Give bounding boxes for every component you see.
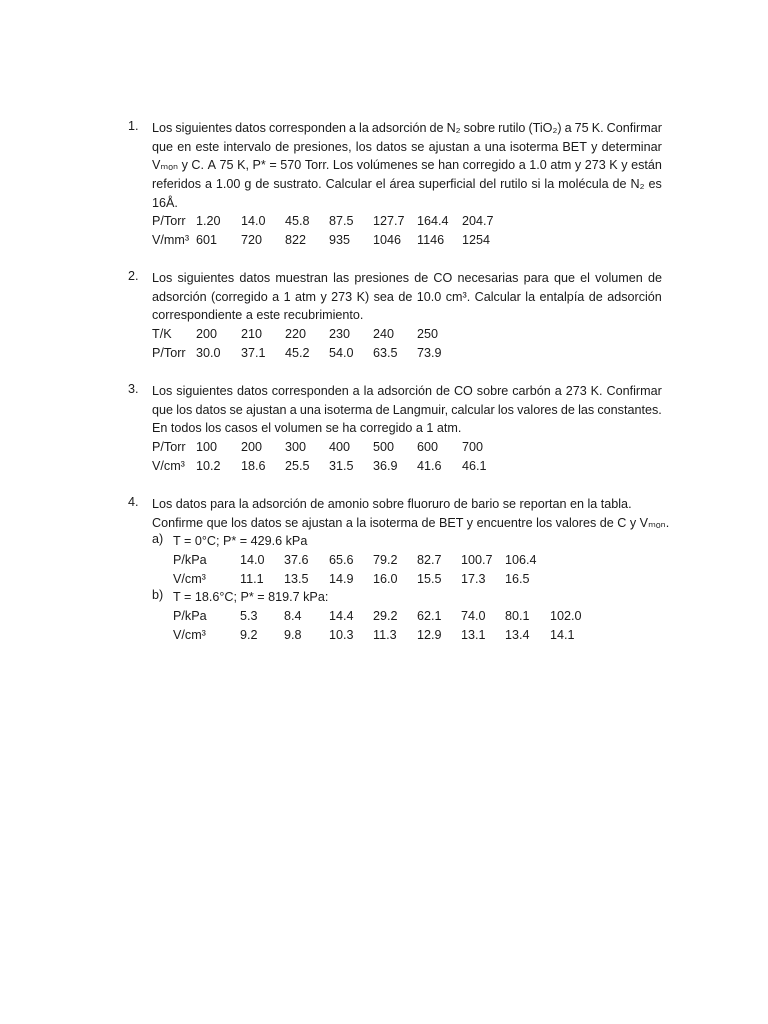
table-cell: 74.0 xyxy=(461,609,486,624)
table-cell: 127.7 xyxy=(373,214,405,229)
problem-number: 4. xyxy=(128,495,139,509)
sub-problem-label: a) xyxy=(152,532,164,547)
problem-text-line: que los datos se ajustan a una isoterma de Langmuir, calcular los valores de las constantes. xyxy=(152,402,662,417)
table-cell: 300 xyxy=(285,440,307,455)
problem-number: 3. xyxy=(128,382,139,396)
table-cell: 200 xyxy=(241,440,263,455)
table-cell: T/K xyxy=(152,327,172,342)
problem-text-line: Los datos para la adsorción de amonio sobre fluoruro de bario se reportan en la tabla. xyxy=(152,497,632,511)
table-row xyxy=(173,626,582,645)
table-cell: 210 xyxy=(241,327,263,342)
table-cell: P/Torr xyxy=(152,440,186,455)
sub-problem-b xyxy=(152,588,662,644)
table-cell: 63.5 xyxy=(373,345,398,360)
sub-problem-a xyxy=(152,532,662,588)
data-table xyxy=(152,325,442,362)
table-cell: 12.9 xyxy=(417,627,442,642)
table-cell: 14.0 xyxy=(241,214,266,229)
table-cell: 5.3 xyxy=(240,609,258,624)
table-cell: 601 xyxy=(196,233,218,248)
table-cell: 14.9 xyxy=(329,571,354,586)
problem-text-line: Vₘₒₙ y C. A 75 K, P* = 570 Torr. Los volúmenes se han corregido a 1.0 atm y 273 K y están xyxy=(152,158,662,173)
problem-number: 1. xyxy=(128,119,139,133)
table-cell: 1046 xyxy=(373,233,402,248)
table-cell: 87.5 xyxy=(329,214,354,229)
table-cell: 600 xyxy=(417,440,439,455)
table-cell: 240 xyxy=(373,327,395,342)
table-cell: 1146 xyxy=(417,233,445,248)
table-cell: 16.5 xyxy=(505,571,530,586)
table-cell: 102.0 xyxy=(550,609,582,624)
table-cell: 13.1 xyxy=(461,627,486,642)
problem-text-line: Los siguientes datos corresponden a la adsorción de CO sobre carbón a 273 K. Confirmar xyxy=(152,384,662,398)
table-cell: V/cm³ xyxy=(173,571,206,586)
table-cell: 200 xyxy=(196,327,218,342)
data-table xyxy=(152,212,494,249)
table-cell: 10.3 xyxy=(329,627,354,642)
table-cell: 37.1 xyxy=(241,345,266,360)
problem-2 xyxy=(128,269,662,362)
table-cell: 11.1 xyxy=(240,571,264,586)
table-cell: 14.1 xyxy=(550,627,575,642)
table-cell: V/cm³ xyxy=(152,458,185,473)
table-row xyxy=(152,438,487,457)
problem-1 xyxy=(128,119,662,250)
table-cell: P/kPa xyxy=(173,553,207,568)
table-cell: 822 xyxy=(285,233,307,248)
problem-text-line: referidos a 1.00 g de sustrato. Calcular el área superficial del rutilo si la molécula de N₂ es xyxy=(152,177,662,192)
table-cell: P/kPa xyxy=(173,609,207,624)
condition-text: T = 18.6°C; P* = 819.7 kPa: xyxy=(173,590,329,605)
table-cell: 10.2 xyxy=(196,458,221,473)
table-cell: 9.8 xyxy=(284,627,302,642)
table-cell: 106.4 xyxy=(505,553,537,568)
table-cell: 100 xyxy=(196,440,218,455)
sub-problem-label: b) xyxy=(152,588,164,603)
table-row xyxy=(152,231,494,250)
data-table xyxy=(152,438,487,475)
table-cell: 62.1 xyxy=(417,609,442,624)
table-cell: 17.3 xyxy=(461,571,486,586)
table-cell: 700 xyxy=(462,440,484,455)
table-cell: 720 xyxy=(241,233,263,248)
problem-text-line: que en este intervalo de presiones, los datos se ajustan a una isoterma BET y determinar xyxy=(152,139,662,154)
table-cell: 82.7 xyxy=(417,553,442,568)
table-row xyxy=(152,457,487,476)
table-cell: V/mm³ xyxy=(152,233,190,248)
table-cell: 164.4 xyxy=(417,214,449,229)
table-cell: 80.1 xyxy=(505,609,530,624)
table-cell: 14.0 xyxy=(240,553,265,568)
table-cell: 13.4 xyxy=(505,627,530,642)
problem-4 xyxy=(128,495,670,645)
table-row xyxy=(152,344,442,363)
table-cell: 46.1 xyxy=(462,458,487,473)
problem-3 xyxy=(128,382,662,475)
data-table xyxy=(173,607,582,644)
table-row xyxy=(173,551,537,570)
table-cell: 25.5 xyxy=(285,458,310,473)
table-cell: 8.4 xyxy=(284,609,302,624)
table-cell: 11.3 xyxy=(373,627,397,642)
table-row xyxy=(152,212,494,231)
table-cell: 230 xyxy=(329,327,351,342)
problem-text-line: Los siguientes datos muestran las presiones de CO necesarias para que el volumen de xyxy=(152,271,662,285)
table-cell: 500 xyxy=(373,440,395,455)
table-cell: 15.5 xyxy=(417,571,442,586)
problem-text-line: Los siguientes datos corresponden a la adsorción de N₂ sobre rutilo (TiO₂) a 75 K. Confirmar xyxy=(152,121,662,135)
table-cell: 16.0 xyxy=(373,571,398,586)
problem-number: 2. xyxy=(128,269,139,283)
table-cell: 220 xyxy=(285,327,307,342)
table-cell: 45.2 xyxy=(285,345,310,360)
problem-text-line: 16Å. xyxy=(152,195,178,210)
table-cell: 54.0 xyxy=(329,345,354,360)
table-cell: 13.5 xyxy=(284,571,309,586)
problem-text-line: En todos los casos el volumen se ha corregido a 1 atm. xyxy=(152,421,462,436)
table-cell: 400 xyxy=(329,440,351,455)
table-cell: 36.9 xyxy=(373,458,398,473)
table-cell: 79.2 xyxy=(373,553,398,568)
table-cell: 1.20 xyxy=(196,214,221,229)
condition-text: T = 0°C; P* = 429.6 kPa xyxy=(173,534,308,549)
table-row xyxy=(173,570,537,589)
table-cell: P/Torr xyxy=(152,214,186,229)
table-row xyxy=(152,325,442,344)
table-cell: P/Torr xyxy=(152,345,186,360)
problem-text-line: Confirme que los datos se ajustan a la isoterma de BET y encuentre los valores de C y Vₘₒₙ. xyxy=(152,515,670,530)
table-cell: 1254 xyxy=(462,233,491,248)
table-cell: 30.0 xyxy=(196,345,221,360)
table-cell: 73.9 xyxy=(417,345,442,360)
table-cell: 37.6 xyxy=(284,553,309,568)
problem-text-line: correspondiente a este recubrimiento. xyxy=(152,308,364,323)
table-cell: 9.2 xyxy=(240,627,258,642)
table-cell: 14.4 xyxy=(329,609,354,624)
table-cell: 18.6 xyxy=(241,458,266,473)
table-cell: 29.2 xyxy=(373,609,398,624)
table-row xyxy=(173,607,582,626)
table-cell: 41.6 xyxy=(417,458,442,473)
table-cell: 45.8 xyxy=(285,214,310,229)
table-cell: 935 xyxy=(329,233,351,248)
table-cell: 204.7 xyxy=(462,214,494,229)
table-cell: 100.7 xyxy=(461,553,493,568)
problem-text-line: adsorción (corregido a 1 atm y 273 K) sea de 10.0 cm³. Calcular la entalpía de adsorción xyxy=(152,289,662,304)
table-cell: 31.5 xyxy=(329,458,354,473)
table-cell: 65.6 xyxy=(329,553,354,568)
table-cell: 250 xyxy=(417,327,439,342)
data-table xyxy=(173,551,537,588)
table-cell: V/cm³ xyxy=(173,627,206,642)
